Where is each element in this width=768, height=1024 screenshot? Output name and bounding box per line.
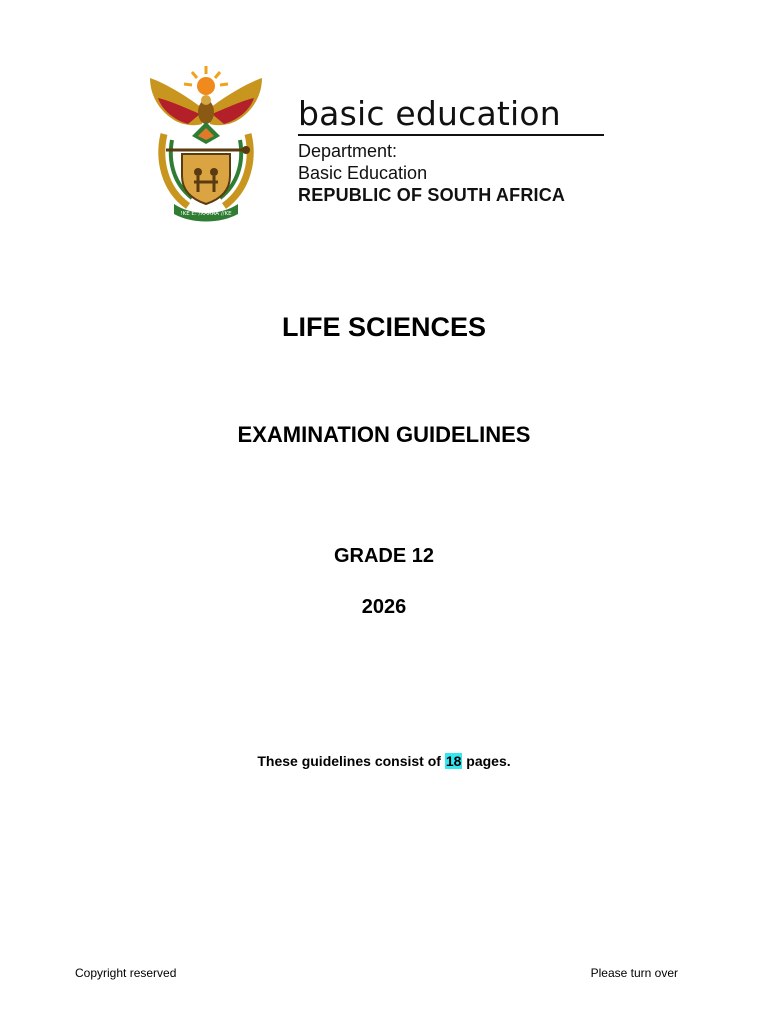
page-count-value: 18 — [445, 753, 462, 769]
copyright-notice: Copyright reserved — [75, 966, 177, 980]
crest-motto: !KE E: /XARRA //KE — [180, 211, 232, 217]
page-count-note — [0, 751, 768, 771]
department-name: Basic Education — [298, 163, 428, 183]
page-count-prefix: These guidelines consist of — [257, 753, 445, 769]
coat-of-arms-icon — [144, 64, 268, 222]
year-label: 2026 — [361, 596, 407, 618]
country-name: REPUBLIC OF SOUTH AFRICA — [298, 185, 566, 205]
subject-title: LIFE SCIENCES — [281, 312, 487, 342]
sun-icon — [184, 66, 228, 95]
department-brand — [298, 94, 604, 206]
letterhead — [134, 58, 614, 224]
document-type: EXAMINATION GUIDELINES — [237, 422, 531, 447]
brand-title: basic education — [298, 94, 561, 133]
page-count-suffix: pages. — [462, 753, 511, 769]
brand-divider — [298, 134, 604, 136]
turn-over-notice: Please turn over — [590, 966, 678, 980]
grade-label: GRADE 12 — [333, 545, 435, 567]
department-label: Department: — [298, 141, 398, 161]
